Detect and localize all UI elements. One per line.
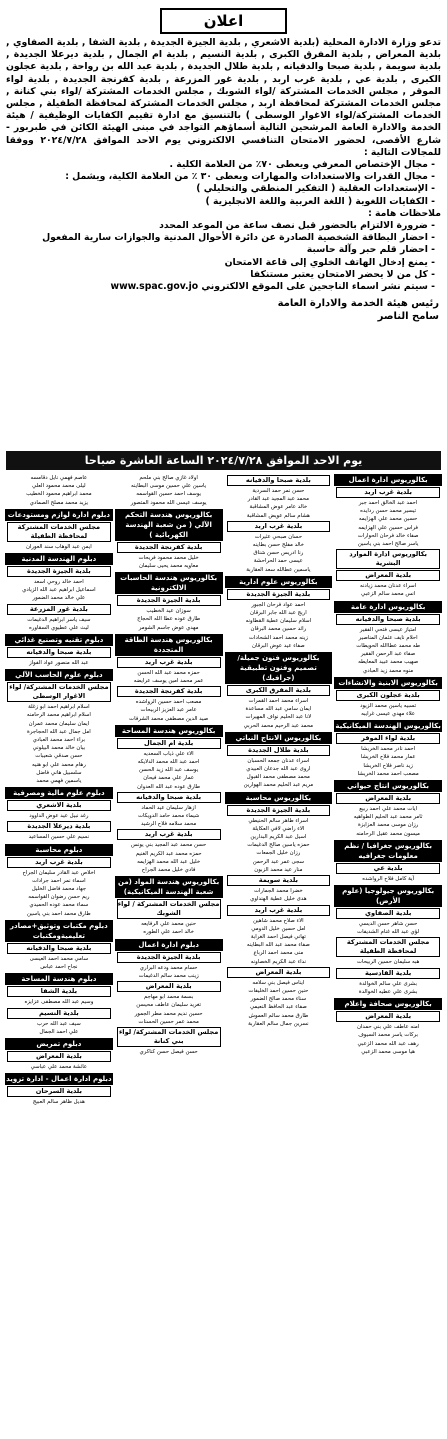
candidate-name: الاء علي ذياب السعديه bbox=[143, 750, 194, 757]
candidate-name: امل جمال عبد الله الحجاجرة bbox=[27, 728, 91, 735]
specialty-heading: بكالوريوس هندسة المواد (من شعبة الهندسة الميكانيكية) bbox=[115, 876, 223, 898]
candidate-name: سماء محمد عوده الحميدي bbox=[29, 902, 89, 909]
candidate-name: ميسون محمد عقيل الرحامنه bbox=[356, 830, 420, 837]
candidate-name: عامر عبد العزيز الربيحات bbox=[140, 707, 197, 714]
place-heading: بلدية صبحا والدفيانه bbox=[7, 943, 111, 954]
candidate-name: معاويه محمد يحيى سليمان bbox=[138, 563, 199, 570]
candidate-name: ثامر محمد عبد الحليم الطواهيه bbox=[353, 814, 423, 821]
candidate-name: رائد حسين محمد البرقان bbox=[250, 626, 307, 633]
candidate-name: ايناس فيصل بني سلامه bbox=[252, 979, 305, 986]
candidate-name: ياسين علي حسين موسى البطاينه bbox=[131, 483, 207, 490]
specialty-section bbox=[115, 939, 223, 1056]
place-heading: بلدية غرب اربد bbox=[117, 829, 221, 840]
candidate-name: عيسى حمد الحراحشة bbox=[253, 558, 303, 565]
candidate-name: خالد احمد علي الطوره bbox=[143, 929, 194, 936]
signature-title: رئيس هيئة الخدمة والادارة العامة bbox=[277, 298, 439, 310]
candidate-name: خليل محمد محمود فريحات bbox=[138, 554, 199, 561]
candidate-name: صفاء عبد الرحمن الفقير bbox=[361, 651, 416, 658]
specialty-section bbox=[225, 576, 333, 650]
candidate-name: رغد نبيل عيد عوض الداوود bbox=[29, 813, 89, 820]
candidate-name: محمد سلامه فلاح الرشيد bbox=[140, 821, 197, 828]
candidate-name: طارق محمد سالم العموش bbox=[248, 1012, 309, 1019]
specialty-heading: دبلوم ادارة لوازم ومستودعات bbox=[5, 509, 113, 521]
candidate-name: اسماء نمر احمد جرادات bbox=[32, 877, 86, 884]
specialty-section bbox=[334, 677, 442, 718]
candidate-name: تغريد سليمان عاطف محيسن bbox=[136, 1002, 202, 1009]
candidate-name: تسبيه ياسين محمد الزيود bbox=[360, 702, 417, 709]
candidate-name: عمر محمد امين يوسف عرايضه bbox=[133, 678, 204, 685]
signature-name: سامح الناصر bbox=[377, 311, 439, 323]
candidate-name: امنه عاطف علي بني حمدان bbox=[356, 1024, 420, 1031]
candidate-name: نجاح احمد عباس bbox=[40, 964, 78, 971]
candidate-name: يوسف عيسى الله محمود المتصور bbox=[130, 499, 207, 506]
candidate-name: خضرا محمد الجمارات bbox=[253, 888, 303, 895]
candidate-name: ياسر صالح احمد بني ياسين bbox=[357, 541, 419, 548]
candidate-name: احمد عبد الله محمد الدلايكه bbox=[137, 759, 200, 766]
specialty-heading: دبلوم تمريض bbox=[5, 1038, 113, 1050]
place-heading: بلدية سويمة bbox=[227, 875, 331, 886]
specialty-section bbox=[334, 601, 442, 675]
candidate-name: اسيل عبد الكريم البدارين bbox=[250, 834, 307, 841]
note-item: - سيتم نشر اسماء الناجحين على الموقع الالكتروني www.spac.gov.jo bbox=[110, 281, 435, 293]
candidate-name: امل حسين خليل الدومي bbox=[251, 925, 306, 932]
place-heading: بلدية ديرعلا الجديدة bbox=[7, 821, 111, 832]
candidate-name: زينب محمد سالم الدغيمات bbox=[138, 972, 199, 979]
candidate-name: فادي خليل محمد الجراح bbox=[141, 867, 196, 874]
candidate-name: حمزه محمد عبد الله الحسن bbox=[137, 669, 200, 676]
candidate-column bbox=[115, 474, 223, 1436]
specialty-heading: دبلوم محاسبة bbox=[5, 844, 113, 856]
candidate-name: شيماء محمد حامد الدويكات bbox=[137, 813, 200, 820]
candidate-name: رهام محمد علي ابو هنيه bbox=[31, 761, 86, 768]
candidate-name: ليلى محمد محمود العلي bbox=[32, 483, 86, 490]
place-heading: بلدية غرب اربد bbox=[7, 857, 111, 868]
candidate-name: ريم حسن رضوان القواسمه bbox=[28, 894, 90, 901]
place-heading: بلدية صبحا والدفيانه bbox=[336, 614, 440, 625]
candidate-name: خالد عامر عوض المشاقبة bbox=[249, 504, 308, 511]
candidate-name: اسلام سليمان عطية القطاونه bbox=[245, 618, 312, 625]
intro-paragraph: تدعو وزارة الادارة المحلية (بلدية الاشعري , بلدية الجيزة الجديدة , بلدية الشفا , بلدية الصفاوي , بلدية المعراض , بلدية المفرق الكبرى , بلدية النسيم , بلدية ام الجمال , بلدية ديرعلا الجديدة , بلدية سويمة , بلدية صبحا والدفيانه , بلدية طلال الجديدة , بلدية عبد الله بن رواحة , بلدية عجلون الكبرى , بلدية عي , بلدية غرب اربد , بلدية غور المزرعة , بلدية كفرنجة الجديدة , بلدية لواء الموقر , مجلس الخدمات المشتركة /لواء الشوبك , مجلس الخدمات المشتركة /لواء بني كنانة , مجلس الخدمات المشتركة لمحافظة اربد , مجلس الخدمات المشتركة لمحافظة الطفيلة , مجلس الخدمات المشتركة/لواء الاغوار الوسطى ) بالتنسيق مع ادارة تقييم الكفايات الوظيفية / هيئة الخدمة والادارة العامة المرشحين التالية أسماؤهم التواجد في مبنى الهيئة الكائن في طبربور - شارع الأقصى، لحضور الامتحان التنافسي الالكتروني يوم الاحد الموافق ٢٠٢٤/٧/٢٨ ووفقا للمجالات التالية : bbox=[6, 37, 441, 158]
candidate-name: اخلاص عبد القادر سليمان الجراح bbox=[22, 869, 96, 876]
candidate-name: حسن شاهر حسن الديسي bbox=[358, 921, 418, 928]
specialty-section bbox=[225, 792, 333, 1028]
specialty-section bbox=[5, 474, 113, 507]
candidate-name: صيد الدين مصطفى محمد الشرفات bbox=[129, 715, 209, 722]
candidate-name: علي احمد الجمال bbox=[39, 1028, 79, 1035]
candidate-name: منوه محمد زيد العبادي bbox=[363, 667, 414, 674]
candidate-name: ازهار سليمان عيد الحماد bbox=[141, 804, 196, 811]
place-heading: بلدية غرب اربد bbox=[227, 905, 331, 916]
candidate-name: فراس حسين علي الهزايمه bbox=[358, 524, 418, 531]
candidate-name: سلسبيل هاني فاضل bbox=[36, 769, 82, 776]
candidate-name: احمد نادر محمد الخريشا bbox=[361, 746, 416, 753]
candidate-name: اسماعيل ابراهيم عبد الله الزيادي bbox=[22, 587, 96, 594]
candidate-name: رزان خليل الجمعات bbox=[256, 850, 301, 857]
candidate-name: طارق عوده عطا الله الحجاج bbox=[137, 616, 201, 623]
candidate-name: حسين نديم محمد مطر الجمور bbox=[134, 1010, 203, 1017]
note-item: - ضرورة الالتزام بالحضور قبل نصف ساعة من الموعد المحدد bbox=[159, 220, 435, 232]
specialty-heading: دبلوم ادارة اعمال bbox=[115, 939, 223, 951]
place-heading: بلدية عجلون الكبرى bbox=[336, 690, 440, 701]
specialty-section bbox=[334, 840, 442, 883]
candidate-name: سيف ياسر ابراهيم الدغيمات bbox=[27, 616, 91, 623]
specialty-section bbox=[334, 998, 442, 1056]
candidate-name: مريم عبد الحليم محمد الهوارين bbox=[243, 782, 314, 789]
place-heading: بلدية طلال الجديدة bbox=[227, 745, 331, 756]
candidate-name: منى محمد احمد الرباع bbox=[253, 950, 304, 957]
candidate-name: حسين محمد علي الهزايمه bbox=[358, 516, 418, 523]
specialty-section bbox=[334, 885, 442, 996]
candidate-name: اسلام ابراهيم محمد الرحامنه bbox=[26, 712, 91, 719]
candidate-name: منار عيد محمد الزبون bbox=[254, 866, 303, 873]
specialty-section bbox=[334, 780, 442, 838]
candidate-name: مهدي عوض جاسم الشومر bbox=[138, 624, 199, 631]
candidate-name: يزيد محمد مصلح الصمادي bbox=[29, 499, 89, 506]
candidate-name: محمد عبد الرحيم محمد الحربي bbox=[243, 722, 314, 729]
specialty-heading: دبلوم الهندسة المدنية bbox=[5, 553, 113, 565]
candidate-name: محمد عبد المجيد عبد القادر bbox=[247, 496, 309, 503]
candidate-name: عمار محمد فلاح الخريشا bbox=[360, 754, 416, 761]
place-heading: مجلس الخدمات المشتركة/ لواء الاغوار الوسطى bbox=[7, 682, 111, 702]
intro-block bbox=[0, 34, 447, 293]
candidate-name: سيف عبد الله حرب bbox=[37, 1020, 81, 1027]
announcement-title: اعلان bbox=[160, 8, 288, 34]
place-heading: بلدية الجيزة الجديدة bbox=[227, 805, 331, 816]
place-heading: بلدية المعراض bbox=[7, 1051, 111, 1062]
place-heading: مجلس الخدمات المشتركة لمحافظة الطفيلة bbox=[336, 937, 440, 957]
specialty-section bbox=[115, 572, 223, 632]
candidate-name: ياسمين عطالله سعد العقاربة bbox=[246, 566, 311, 573]
specialty-section bbox=[5, 669, 113, 785]
candidate-name: يوسف احمد حسين القواسمه bbox=[136, 491, 202, 498]
specialty-heading: بكالوريوس فنون جميلة/ تصميم وفنون تطبيقية (جرافيك) bbox=[225, 652, 333, 684]
candidate-name: طارق عوده عبد الله العدوان bbox=[137, 783, 201, 790]
header bbox=[0, 0, 447, 34]
candidate-name: اسراء عدنان جمعه الحسبان bbox=[247, 757, 310, 764]
place-heading: بلدية الشفا bbox=[7, 986, 111, 997]
candidate-name: لانا عبد الحليم نواف المهيرات bbox=[245, 714, 312, 721]
candidate-name: حسن صدقي شعيبات bbox=[35, 753, 83, 760]
specialty-section bbox=[115, 509, 223, 570]
candidate-name: بشرى علي عطيه الخوالدة bbox=[358, 988, 418, 995]
candidate-name: محمد مصطفى محمد القبول bbox=[246, 774, 310, 781]
candidate-name: تيسير محمد حسن ردايده bbox=[360, 508, 417, 515]
candidate-name: بسمة محمد ابو مهاجم bbox=[143, 994, 194, 1001]
candidate-name: حسن فيصل حسن كناكري bbox=[139, 1048, 198, 1055]
candidate-name: امتياز عيسى فتحي الفقير bbox=[359, 626, 417, 633]
field-item: - مجال الإختصاص المعرفي ويعطى ٧٠٪ من العلامة الكلية . bbox=[169, 159, 435, 171]
specialty-heading: بكالوريوس الانتاج النباتي bbox=[225, 732, 333, 744]
candidate-name: خالد مفلح حسن بطاينه bbox=[252, 542, 305, 549]
candidate-name: حمزه محمد عبد الكريم الغنيم bbox=[135, 850, 202, 857]
candidate-name: مصعب احمد محمد الخريشا bbox=[357, 770, 419, 777]
candidate-name: زينه محمد احمد الشحادات bbox=[248, 634, 308, 641]
specialty-heading: بكالوريوس ادارة اعمال bbox=[334, 474, 442, 486]
candidate-name: وسيم عبد الله مصطفى عزايزه bbox=[24, 999, 94, 1006]
specialty-section bbox=[5, 787, 113, 841]
candidate-name: الاء صلاح محمد شاهين bbox=[253, 917, 304, 924]
candidate-name: بركات ياسر محمد السيوف bbox=[358, 1032, 419, 1039]
candidate-name: احلام نايف عثمان المناصير bbox=[358, 634, 418, 641]
candidate-name: سناء محمد صالح الضمور bbox=[250, 996, 307, 1003]
specialty-heading: دبلوم هندسة المساحة bbox=[5, 973, 113, 985]
specialty-heading: بكالوريوس علوم ادارية bbox=[225, 576, 333, 588]
candidate-name: زيد ناصر فلاح الخريشا bbox=[363, 762, 413, 769]
candidate-column bbox=[334, 474, 442, 1436]
specialty-section bbox=[5, 509, 113, 551]
place-heading: بلدية المعراض bbox=[336, 1011, 440, 1022]
specialty-heading: بكالوريوس هندسة التحكم الآلي ( من شعبة الهندسة الكهربائية ) bbox=[115, 509, 223, 541]
candidate-name: نسرين جمال سالم العقاربة bbox=[248, 1020, 309, 1027]
place-heading: مجلس الخدمات المشتركة لمحافظة الطفيلة bbox=[7, 522, 111, 542]
place-heading: بلدية صبحا والدفيانه bbox=[117, 792, 221, 803]
place-heading: بلدية السرحان bbox=[7, 1086, 111, 1097]
candidate-name: انس محمد سالم الزعبي bbox=[361, 591, 416, 598]
note-item: - كل من لا يحضر الامتحان يعتبر مستنكفا bbox=[250, 268, 435, 280]
specialty-section bbox=[115, 474, 223, 507]
candidate-name: نداء عبد الكريم الخصاونه bbox=[250, 958, 307, 965]
candidate-name: عمار علي محمد فيحان bbox=[143, 775, 195, 782]
candidate-name: ياسمين فهمي محمد bbox=[36, 778, 82, 785]
candidate-name: احمد عبد الخالق احمد جبر bbox=[358, 500, 418, 506]
specialty-heading: بكالوريوس هندسة المساحة bbox=[115, 725, 223, 737]
specialty-section bbox=[225, 732, 333, 790]
specialty-section bbox=[5, 634, 113, 667]
specialty-section bbox=[5, 1038, 113, 1071]
place-heading: بلدية الجيزة الجديدة bbox=[117, 595, 221, 606]
place-heading: بلدية القادسية bbox=[336, 968, 440, 979]
candidate-name: الاء راضي لافي العكايلة bbox=[252, 825, 305, 832]
candidate-name: رهف عبد الله محمد الزعبي bbox=[357, 1040, 419, 1047]
candidate-name: اريج عبد الله جابر البرقان bbox=[249, 610, 307, 617]
specialty-heading: بكالوريوس ادارة عامة bbox=[334, 601, 442, 613]
specialty-section bbox=[115, 876, 223, 936]
place-heading: بلدية النسيم bbox=[7, 1008, 111, 1019]
candidate-name: آية كامل فلاح الرواشده bbox=[362, 875, 415, 882]
candidate-name: عاصم فهمي نايل دقامسه bbox=[30, 475, 88, 481]
candidate-name: جهاد محمد فاضل الخليل bbox=[31, 886, 87, 893]
candidate-name: صفاء محمد عبد الله البطاينه bbox=[246, 942, 310, 949]
candidate-name: هبه سليمان حسين الربيحات bbox=[356, 959, 420, 966]
specialty-section bbox=[5, 920, 113, 971]
candidate-name: هيا موسى محمد الزعبي bbox=[361, 1048, 415, 1055]
place-heading: بلدية صبحا والدفيانه bbox=[7, 647, 111, 658]
candidate-name: اسراء عدنان محمد زيادنه bbox=[360, 583, 417, 590]
specialty-heading: بكالوريوس هندسة الطاقة المتجددة bbox=[115, 634, 223, 656]
field-item: - الإستعدادات العقلية ( التفكير المنطقي والتحليلي ) bbox=[196, 183, 435, 195]
candidate-name: رنا ادريس حسن شناق bbox=[253, 550, 304, 557]
candidate-column bbox=[225, 474, 333, 1436]
candidate-name: صفاء عبد الحافظ النعيمي bbox=[249, 1004, 307, 1011]
exam-date-banner: يوم الاحد الموافق ٢٠٢٤/٧/٢٨ الساعة العاشرة صباحا bbox=[6, 451, 441, 470]
place-heading: بلدية لواء الموقر bbox=[336, 733, 440, 744]
specialty-heading: بكالوريوس جغرافيا / نظم معلومات جغرافيه bbox=[334, 840, 442, 862]
candidate-column bbox=[5, 474, 113, 1436]
place-heading: بلدية غرب اربد bbox=[227, 521, 331, 532]
candidate-name: مصعب احمد حسين الرواشده bbox=[135, 699, 202, 706]
candidate-name: ليث علي عطيوي السقاوره bbox=[28, 624, 89, 631]
place-heading: بلدية المفرق الكبرى bbox=[227, 685, 331, 696]
place-heading: بلدية الجيزة الجديدة bbox=[7, 566, 111, 577]
candidate-name: حسن نمر حمد السردية bbox=[252, 488, 305, 494]
place-heading: بكالوريوس ادارة الموارد البشرية bbox=[336, 549, 440, 569]
candidate-name: هدى خليل عطية الهنداوي bbox=[250, 896, 307, 903]
specialty-heading: دبلوم علوم مالية ومصرفية bbox=[5, 787, 113, 799]
candidate-name: محمد ابراهيم محمود الخطيب bbox=[26, 491, 92, 498]
candidate-name: ايمان سامي عبد الله مساعدة bbox=[245, 706, 312, 713]
specialty-section bbox=[225, 475, 333, 574]
candidate-name: اسلام ابراهيم احمد ابو زغلة bbox=[28, 704, 90, 711]
specialty-heading: دبلوم تقنيه وتصنيع غذائي bbox=[5, 634, 113, 646]
candidate-name: نسيم علي حسين المساعيد bbox=[28, 834, 90, 841]
candidate-name: اسراء طاهر سالم الحنيطي bbox=[248, 817, 309, 824]
place-heading: بلدية الاشعري bbox=[7, 800, 111, 811]
specialty-heading: بكالوريوس صحافة واعلام bbox=[334, 998, 442, 1010]
candidate-name: ايات محمد علي احمد ربيع bbox=[359, 806, 417, 813]
candidate-name: اولاد غازي صالح بني ملحم bbox=[139, 475, 198, 481]
candidate-name: بشرى علي سالم الخوالدة bbox=[359, 980, 417, 987]
place-heading: بلدية المعراض bbox=[336, 570, 440, 581]
candidate-name: صفاء خالد فرحان الحوارات bbox=[357, 532, 419, 539]
candidate-name: لؤي عبد الله غنام الشديفات bbox=[357, 929, 420, 936]
candidate-name: تهاني فيصل احمد الغرابة bbox=[250, 933, 306, 940]
specialty-section bbox=[5, 973, 113, 1036]
candidate-name: احمد خالد روحي اسعد bbox=[33, 579, 84, 586]
note-item: - احضار قلم حبر وآلة حاسبة bbox=[306, 244, 435, 256]
candidate-name: طارق محمد احمد بني ياسين bbox=[27, 910, 91, 917]
candidate-name: صفاء عيد عوض البرقان bbox=[252, 642, 305, 649]
candidate-name: حسن محمد عبد المجيد بني يونس bbox=[130, 842, 207, 849]
candidate-name: حنين محمد علي الرفايعه bbox=[141, 921, 197, 928]
specialty-heading: دبلوم ادارة اعمال - ادارة تزويد bbox=[6, 1075, 112, 1084]
place-heading: مجلس الخدمات المشتركة/ لواء بني كنانة bbox=[117, 1027, 221, 1047]
place-heading: بلدية الصفاوي bbox=[336, 908, 440, 919]
specialty-heading: بكالوريوس محاسبة bbox=[225, 792, 333, 804]
specialty-section bbox=[225, 652, 333, 730]
specialty-heading: بكالوريوس انتاج حيواني bbox=[334, 780, 442, 792]
specialty-heading: بكالوريوس هندسة الحاسبات الالكترونية bbox=[115, 572, 223, 594]
candidate-name: علاء مهدي عيسى غرايبه bbox=[361, 711, 416, 718]
specialty-heading: بكالوريوس جيولوجيا (علوم الأرض) bbox=[334, 885, 442, 907]
specialty-section bbox=[115, 634, 223, 723]
signature-block bbox=[0, 293, 447, 323]
candidate-name: اروى عبد الله جدعان العبيدي bbox=[246, 766, 311, 773]
specialty-section bbox=[5, 1073, 113, 1106]
candidate-name: ايمان سليمان محمد عمران bbox=[28, 720, 90, 727]
candidate-name: رزان موسى محمد العزايزة bbox=[357, 822, 419, 829]
note-item: - يمنع إدخال الهاتف الخلوي إلى قاعة الامتحان bbox=[224, 256, 435, 268]
candidate-name: سوزان عيد الخطيب bbox=[146, 608, 191, 615]
specialty-heading: بكالوريوس الهندسة الميكانيكية bbox=[335, 722, 441, 731]
place-heading: مجلس الخدمات المشتركة / لواء الشوبك bbox=[117, 900, 220, 918]
place-heading: بلدية غور المزرعة bbox=[7, 604, 111, 615]
candidate-name: حنين حسين احمد الخليفات bbox=[248, 987, 309, 994]
place-heading: بلدية كفرنجة الجديدة bbox=[117, 686, 221, 697]
candidate-name: صهيب محمد عبيد المعايطه bbox=[358, 659, 419, 666]
specialty-heading: دبلوم مكتبات وتوثيق+مصادر تعليميةومكتبات bbox=[5, 920, 113, 942]
candidate-name: علي خالد محمد الضمور bbox=[32, 595, 86, 602]
place-heading: بلدية المعراض bbox=[336, 793, 440, 804]
specialty-section bbox=[334, 474, 442, 599]
specialty-section bbox=[5, 844, 113, 918]
specialty-section bbox=[334, 720, 442, 778]
place-heading: بلدية الجيزة الجديدة bbox=[227, 589, 331, 600]
candidate-name: هشام سالم عويض المشاقبة bbox=[246, 512, 310, 519]
place-heading: بلدية غرب اربد bbox=[336, 487, 440, 498]
candidate-name: حسان صبحي عثيرات bbox=[254, 533, 303, 540]
candidate-name: محمد عمر حسين الحسنات bbox=[138, 1018, 199, 1025]
candidate-name: عبد الله منصور عواد الفواز bbox=[29, 660, 89, 667]
candidate-name: سجى عمر عبد الرحمن bbox=[252, 858, 305, 865]
candidate-name: براء احمد محمد العبادي bbox=[32, 737, 86, 744]
place-heading: بلدية ام الجمال bbox=[117, 738, 221, 749]
place-heading: بلدية صبحا والدفيانه bbox=[227, 475, 331, 486]
specialty-section bbox=[5, 553, 113, 632]
candidates-grid bbox=[5, 474, 442, 1436]
candidate-name: ايمن عبد الوهاب سند العوران bbox=[25, 543, 92, 550]
note-item: - احضار البطاقة الشخصية الصادرة عن دائرة الأحوال المدنية والجوازات سارية المفعول bbox=[42, 232, 435, 244]
notes-title: ملاحظات هامة : bbox=[368, 207, 441, 219]
candidate-name: احمد عواد فرحان الجبور bbox=[251, 601, 306, 608]
place-heading: بلدية عي bbox=[336, 863, 440, 874]
specialty-section bbox=[115, 725, 223, 874]
candidate-name: سامي محمد احمد العيسى bbox=[29, 955, 89, 962]
candidate-name: بيان خالد محمد البيلوني bbox=[32, 745, 86, 752]
candidate-name: طه محمد عطاالله الحويطات bbox=[356, 643, 421, 650]
place-heading: بلدية المعراض bbox=[227, 967, 331, 978]
candidate-name: خليل عبد الله محمد الهزايمه bbox=[137, 858, 201, 865]
candidate-name: حمزه ياسين صالح الدغيمات bbox=[247, 842, 310, 849]
specialty-heading: بكالوريوس الابنية والانشاءات bbox=[334, 677, 442, 689]
candidate-name: حسام محمد ودعه البراري bbox=[139, 964, 198, 971]
field-item: - الكفايات اللغوية ( اللغة العربية واللغة الانجليزية ) bbox=[205, 195, 435, 207]
candidate-name: يوسف عبد الله زيد الحسن bbox=[139, 767, 199, 774]
candidate-name: اسراء محمد احمد القمرات bbox=[248, 698, 309, 705]
candidate-name: هديل ظاهر سالم العبيج bbox=[32, 1099, 85, 1106]
place-heading: بلدية الجيزة الجديدة bbox=[117, 952, 221, 963]
place-heading: بلدية غرب اربد bbox=[117, 657, 221, 668]
place-heading: بلدية المعراض bbox=[117, 981, 221, 992]
specialty-heading: دبلوم علوم الحاسب الآلي bbox=[5, 669, 113, 681]
field-item: - مجال القدرات والاستعدادات والمهارات ويعطى ٣٠ ٪ من العلامة الكلية، ويشمل : bbox=[65, 171, 435, 183]
candidate-name: عائشة محمد علي عباسي bbox=[30, 1063, 88, 1070]
place-heading: بلدية كفرنجة الجديدة bbox=[117, 542, 221, 553]
